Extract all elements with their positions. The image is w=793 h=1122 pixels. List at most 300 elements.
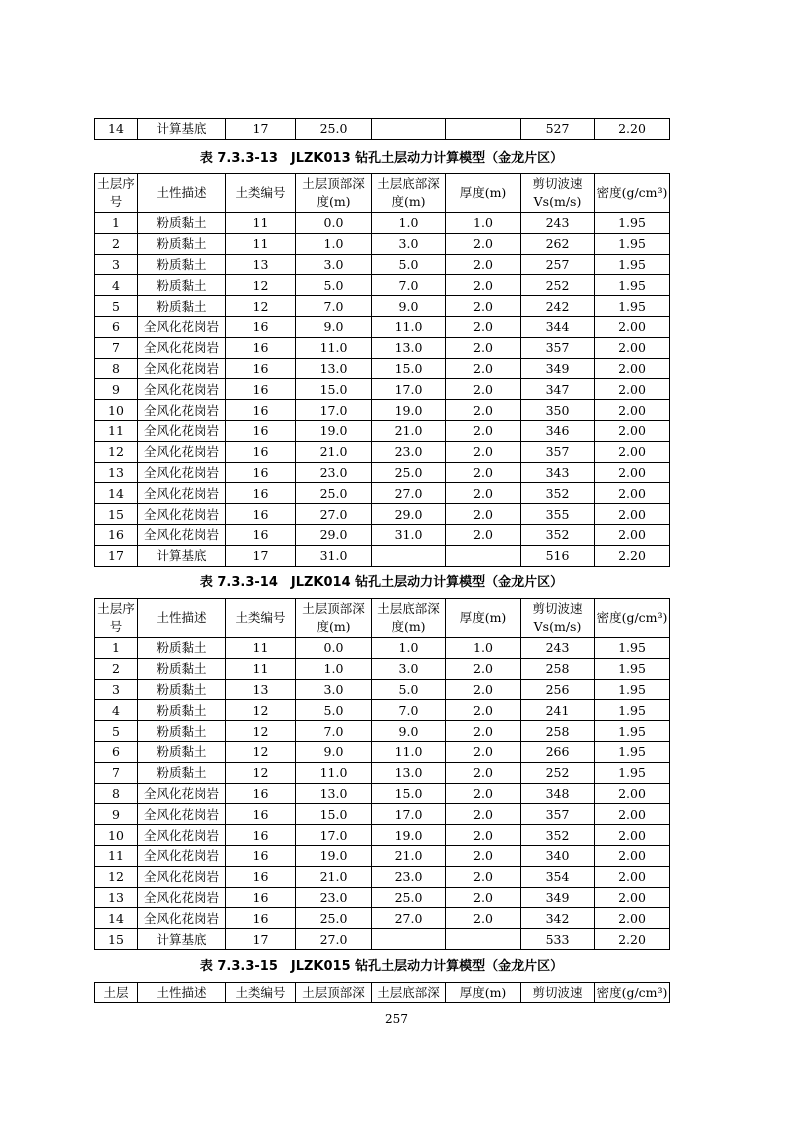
table-cell: 9.0 — [372, 296, 446, 317]
table-cell: 2.00 — [595, 358, 670, 379]
table-cell: 2.00 — [595, 316, 670, 337]
table-cell: 2.00 — [595, 504, 670, 525]
table-cell: 2.0 — [446, 358, 521, 379]
table-cell: 12 — [226, 296, 296, 317]
table-cell: 1.95 — [595, 254, 670, 275]
header-cell: 土层顶部深 — [296, 983, 372, 1003]
table-cell: 16 — [226, 524, 296, 545]
table-cell: 243 — [521, 638, 595, 659]
table-cell: 16 — [226, 504, 296, 525]
table-cell: 25.0 — [372, 887, 446, 908]
top-fragment-table — [94, 118, 669, 140]
table-cell: 349 — [521, 887, 595, 908]
table-cell: 2.00 — [595, 400, 670, 421]
table-cell: 0.0 — [296, 638, 372, 659]
table-cell: 全风化花岗岩 — [138, 908, 226, 929]
header-cell: 密度(g/cm³) — [595, 174, 670, 213]
table-caption-13: 表 7.3.3-13 JLZK013 钻孔土层动力计算模型（金龙片区） — [199, 151, 564, 166]
table-cell: 31.0 — [372, 524, 446, 545]
table-cell: 2.00 — [595, 804, 670, 825]
header-cell: 土层顶部深度(m) — [296, 599, 372, 638]
table-row — [95, 908, 670, 929]
header-cell: 剪切波速 — [521, 983, 595, 1003]
table-cell: 17.0 — [372, 804, 446, 825]
table-cell: 2.0 — [446, 762, 521, 783]
table-cell: 352 — [521, 524, 595, 545]
table-cell: 10 — [95, 400, 138, 421]
table-cell: 11 — [95, 845, 138, 866]
table-cell: 2.0 — [446, 825, 521, 846]
table-cell: 252 — [521, 275, 595, 296]
table-cell: 粉质黏土 — [138, 721, 226, 742]
table-cell: 2.00 — [595, 866, 670, 887]
table-cell: 21.0 — [372, 845, 446, 866]
header-cell: 密度(g/cm³) — [595, 599, 670, 638]
table-cell: 7.0 — [296, 296, 372, 317]
table-cell: 计算基底 — [138, 929, 226, 950]
table-cell: 1.0 — [446, 213, 521, 234]
table-caption-14: 表 7.3.3-14 JLZK014 钻孔土层动力计算模型（金龙片区） — [199, 575, 564, 590]
table-cell: 1.95 — [595, 721, 670, 742]
table-cell: 1.95 — [595, 213, 670, 234]
table-cell: 12 — [226, 762, 296, 783]
table-cell: 13 — [95, 462, 138, 483]
table-cell: 27.0 — [372, 483, 446, 504]
table-cell: 2 — [95, 658, 138, 679]
table-cell: 16 — [226, 379, 296, 400]
table-cell: 全风化花岗岩 — [138, 866, 226, 887]
table-cell: 25.0 — [296, 119, 372, 140]
header-cell: 土性描述 — [138, 599, 226, 638]
table-cell: 343 — [521, 462, 595, 483]
table-cell: 粉质黏土 — [138, 233, 226, 254]
table-cell: 4 — [95, 275, 138, 296]
table-cell: 21.0 — [296, 866, 372, 887]
table-cell: 11.0 — [372, 741, 446, 762]
table-cell: 2.0 — [446, 420, 521, 441]
table-cell: 258 — [521, 658, 595, 679]
table-cell: 16 — [226, 887, 296, 908]
table-cell: 352 — [521, 483, 595, 504]
table-cell: 5.0 — [372, 254, 446, 275]
table-row — [95, 700, 670, 721]
table-cell: 258 — [521, 721, 595, 742]
table-cell: 23.0 — [296, 887, 372, 908]
table-cell: 1.95 — [595, 679, 670, 700]
header-cell: 密度(g/cm³) — [595, 983, 670, 1003]
table-cell: 2.0 — [446, 783, 521, 804]
table-cell: 16 — [226, 441, 296, 462]
table-row — [95, 358, 670, 379]
table-cell: 9 — [95, 804, 138, 825]
table-cell: 16 — [226, 462, 296, 483]
table-cell: 全风化花岗岩 — [138, 337, 226, 358]
table-cell: 31.0 — [296, 545, 372, 566]
table-cell: 13.0 — [296, 783, 372, 804]
table-cell: 16 — [226, 420, 296, 441]
table-cell: 17 — [226, 929, 296, 950]
table-cell: 3.0 — [372, 233, 446, 254]
header-cell: 厚度(m) — [446, 599, 521, 638]
table-cell: 2.00 — [595, 483, 670, 504]
table-cell: 29.0 — [296, 524, 372, 545]
table-row — [95, 887, 670, 908]
table-cell: 1.0 — [372, 638, 446, 659]
table-cell: 348 — [521, 783, 595, 804]
table-cell: 346 — [521, 420, 595, 441]
table-cell: 2.00 — [595, 441, 670, 462]
table-cell: 7 — [95, 337, 138, 358]
table-cell: 2.0 — [446, 845, 521, 866]
table-cell: 1.95 — [595, 638, 670, 659]
table-cell: 252 — [521, 762, 595, 783]
table-cell: 2.20 — [595, 119, 670, 140]
header-cell: 土层序号 — [95, 599, 138, 638]
table-cell: 2.0 — [446, 462, 521, 483]
table-cell: 5 — [95, 296, 138, 317]
table-cell: 347 — [521, 379, 595, 400]
table-cell: 9.0 — [372, 721, 446, 742]
table-cell: 357 — [521, 337, 595, 358]
table-cell: 全风化花岗岩 — [138, 783, 226, 804]
table-cell: 粉质黏土 — [138, 213, 226, 234]
table-cell: 计算基底 — [138, 545, 226, 566]
header-cell: 土类编号 — [226, 174, 296, 213]
table-cell: 全风化花岗岩 — [138, 887, 226, 908]
table-cell: 27.0 — [296, 504, 372, 525]
table-cell: 23.0 — [296, 462, 372, 483]
table-cell: 19.0 — [372, 400, 446, 421]
table-cell: 342 — [521, 908, 595, 929]
table-cell: 17.0 — [296, 400, 372, 421]
table-cell: 14 — [95, 483, 138, 504]
table-cell: 1.0 — [296, 233, 372, 254]
table-cell: 19.0 — [296, 845, 372, 866]
header-cell: 土层序号 — [95, 174, 138, 213]
table-cell: 340 — [521, 845, 595, 866]
table-cell: 355 — [521, 504, 595, 525]
table-cell: 1.95 — [595, 700, 670, 721]
table-cell: 11.0 — [296, 762, 372, 783]
table-row — [95, 741, 670, 762]
table-cell: 527 — [521, 119, 595, 140]
table-cell: 1.0 — [296, 658, 372, 679]
table-cell: 17 — [226, 545, 296, 566]
header-cell: 剪切波速Vs(m/s) — [521, 599, 595, 638]
table-row — [95, 804, 670, 825]
table-cell: 262 — [521, 233, 595, 254]
table-cell: 13.0 — [296, 358, 372, 379]
table-cell: 1.0 — [372, 213, 446, 234]
table-row — [95, 379, 670, 400]
table-cell: 29.0 — [372, 504, 446, 525]
table-cell: 1 — [95, 213, 138, 234]
table-cell: 11.0 — [372, 316, 446, 337]
table-cell: 全风化花岗岩 — [138, 524, 226, 545]
table-cell: 2.0 — [446, 400, 521, 421]
table-jlzk013 — [94, 173, 669, 567]
table-cell: 12 — [226, 275, 296, 296]
table-cell: 2.0 — [446, 679, 521, 700]
table-cell: 2.0 — [446, 296, 521, 317]
table-cell: 粉质黏土 — [138, 679, 226, 700]
table-cell: 15 — [95, 929, 138, 950]
table-cell: 352 — [521, 825, 595, 846]
table-cell: 15.0 — [296, 379, 372, 400]
table-row — [95, 213, 670, 234]
table-cell: 1 — [95, 638, 138, 659]
table-row — [95, 783, 670, 804]
table-row — [95, 658, 670, 679]
header-cell: 土层底部深度(m) — [372, 599, 446, 638]
table-cell: 2.00 — [595, 379, 670, 400]
table-cell: 256 — [521, 679, 595, 700]
table-cell: 2.0 — [446, 254, 521, 275]
table-cell: 2.0 — [446, 700, 521, 721]
table-cell: 349 — [521, 358, 595, 379]
table-cell: 2.00 — [595, 420, 670, 441]
table-cell: 13.0 — [372, 337, 446, 358]
table-cell: 17 — [226, 119, 296, 140]
table-cell: 12 — [95, 866, 138, 887]
table-cell: 15 — [95, 504, 138, 525]
table-header-row — [95, 174, 670, 213]
table-cell: 14 — [95, 119, 138, 140]
table-cell: 全风化花岗岩 — [138, 845, 226, 866]
table-cell: 11.0 — [296, 337, 372, 358]
table-cell: 4 — [95, 700, 138, 721]
table-cell: 241 — [521, 700, 595, 721]
table-cell: 全风化花岗岩 — [138, 804, 226, 825]
table-cell: 2.0 — [446, 887, 521, 908]
table-cell: 7.0 — [296, 721, 372, 742]
table-cell: 2.00 — [595, 887, 670, 908]
table-cell: 1.95 — [595, 658, 670, 679]
table-row — [95, 638, 670, 659]
table-cell: 2.0 — [446, 379, 521, 400]
table-cell: 17.0 — [296, 825, 372, 846]
table-cell: 2.0 — [446, 866, 521, 887]
table-cell: 354 — [521, 866, 595, 887]
table-cell: 12 — [226, 741, 296, 762]
table-cell: 16 — [95, 524, 138, 545]
table-cell: 全风化花岗岩 — [138, 483, 226, 504]
table-cell: 17.0 — [372, 379, 446, 400]
table-cell: 257 — [521, 254, 595, 275]
table-cell: 16 — [226, 825, 296, 846]
table-cell: 266 — [521, 741, 595, 762]
table-cell: 243 — [521, 213, 595, 234]
table-cell — [446, 929, 521, 950]
table-cell: 2.0 — [446, 658, 521, 679]
header-cell: 土层底部深 — [372, 983, 446, 1003]
table-cell: 5.0 — [372, 679, 446, 700]
table-cell: 2.00 — [595, 825, 670, 846]
table-cell: 6 — [95, 316, 138, 337]
header-cell: 厚度(m) — [446, 174, 521, 213]
header-cell: 土类编号 — [226, 599, 296, 638]
table-row — [95, 929, 670, 950]
table-cell: 16 — [226, 908, 296, 929]
table-cell: 19.0 — [372, 825, 446, 846]
table-cell: 16 — [226, 845, 296, 866]
table-cell: 3.0 — [372, 658, 446, 679]
table-cell: 7.0 — [372, 700, 446, 721]
table-cell — [446, 119, 521, 140]
table-cell — [372, 545, 446, 566]
table-cell: 粉质黏土 — [138, 275, 226, 296]
table-cell: 15.0 — [296, 804, 372, 825]
table-row — [95, 545, 670, 566]
table-cell: 全风化花岗岩 — [138, 825, 226, 846]
table-cell: 3 — [95, 254, 138, 275]
table-cell: 6 — [95, 741, 138, 762]
table-cell: 13.0 — [372, 762, 446, 783]
table-cell: 2.00 — [595, 783, 670, 804]
table-cell: 10 — [95, 825, 138, 846]
table-cell: 15.0 — [372, 358, 446, 379]
table-row — [95, 762, 670, 783]
table-cell: 15.0 — [372, 783, 446, 804]
table-cell: 11 — [226, 638, 296, 659]
table-cell: 2.00 — [595, 524, 670, 545]
table-cell: 粉质黏土 — [138, 638, 226, 659]
table-cell: 1.95 — [595, 296, 670, 317]
table-cell: 344 — [521, 316, 595, 337]
table-row — [95, 119, 670, 140]
table-cell: 14 — [95, 908, 138, 929]
table-cell: 2.0 — [446, 233, 521, 254]
table-row — [95, 483, 670, 504]
table-cell — [446, 545, 521, 566]
table-cell: 全风化花岗岩 — [138, 504, 226, 525]
table-cell: 2.0 — [446, 524, 521, 545]
table-cell: 23.0 — [372, 441, 446, 462]
table-cell: 1.95 — [595, 275, 670, 296]
table-cell: 5.0 — [296, 700, 372, 721]
table-cell: 粉质黏土 — [138, 762, 226, 783]
header-cell: 土性描述 — [138, 174, 226, 213]
table-row — [95, 316, 670, 337]
table-cell: 19.0 — [296, 420, 372, 441]
table-row — [95, 679, 670, 700]
table-cell: 8 — [95, 358, 138, 379]
table-header-row — [95, 983, 670, 1003]
table-row — [95, 845, 670, 866]
table-cell: 1.95 — [595, 762, 670, 783]
table-cell: 粉质黏土 — [138, 254, 226, 275]
table-cell: 16 — [226, 866, 296, 887]
table-cell: 全风化花岗岩 — [138, 441, 226, 462]
table-cell: 2.00 — [595, 845, 670, 866]
table-caption-15: 表 7.3.3-15 JLZK015 钻孔土层动力计算模型（金龙片区） — [199, 959, 564, 974]
table-cell: 13 — [226, 679, 296, 700]
table-cell: 0.0 — [296, 213, 372, 234]
table-cell: 粉质黏土 — [138, 741, 226, 762]
table-row — [95, 441, 670, 462]
table-row — [95, 866, 670, 887]
table-cell: 9.0 — [296, 316, 372, 337]
table-row — [95, 462, 670, 483]
table-cell: 357 — [521, 804, 595, 825]
table-cell: 计算基底 — [138, 119, 226, 140]
table-cell: 2.20 — [595, 545, 670, 566]
table-cell: 7.0 — [372, 275, 446, 296]
table-cell: 3.0 — [296, 679, 372, 700]
header-cell: 厚度(m) — [446, 983, 521, 1003]
table-cell: 粉质黏土 — [138, 700, 226, 721]
table-row — [95, 504, 670, 525]
table-cell: 357 — [521, 441, 595, 462]
table-cell: 全风化花岗岩 — [138, 379, 226, 400]
table-row — [95, 275, 670, 296]
table-header-row — [95, 599, 670, 638]
table-cell: 2.0 — [446, 483, 521, 504]
table-cell: 13 — [226, 254, 296, 275]
table-cell: 2.0 — [446, 504, 521, 525]
header-cell: 土性描述 — [138, 983, 226, 1003]
table-cell: 8 — [95, 783, 138, 804]
table-row — [95, 337, 670, 358]
table-cell: 2.0 — [446, 441, 521, 462]
table-cell: 21.0 — [372, 420, 446, 441]
page-number: 257 — [385, 1012, 408, 1026]
table-cell: 533 — [521, 929, 595, 950]
table-cell: 全风化花岗岩 — [138, 462, 226, 483]
table-cell: 11 — [226, 213, 296, 234]
table-cell: 21.0 — [296, 441, 372, 462]
table-cell: 2.0 — [446, 275, 521, 296]
table-cell: 27.0 — [296, 929, 372, 950]
table-jlzk014 — [94, 598, 669, 950]
table-cell: 1.95 — [595, 233, 670, 254]
table-jlzk015-partial — [94, 982, 669, 1003]
table-cell: 16 — [226, 358, 296, 379]
table-cell: 粉质黏土 — [138, 296, 226, 317]
table-cell: 16 — [226, 316, 296, 337]
table-cell: 16 — [226, 483, 296, 504]
table-cell: 全风化花岗岩 — [138, 420, 226, 441]
table-cell: 11 — [95, 420, 138, 441]
table-cell — [372, 929, 446, 950]
table-cell: 242 — [521, 296, 595, 317]
table-cell: 5.0 — [296, 275, 372, 296]
table-row — [95, 254, 670, 275]
header-cell: 剪切波速Vs(m/s) — [521, 174, 595, 213]
table-cell: 粉质黏土 — [138, 658, 226, 679]
table-row — [95, 524, 670, 545]
table-cell: 全风化花岗岩 — [138, 316, 226, 337]
table-cell: 11 — [226, 233, 296, 254]
header-cell: 土类编号 — [226, 983, 296, 1003]
table-cell: 2.0 — [446, 337, 521, 358]
table-cell: 12 — [95, 441, 138, 462]
header-cell: 土层 — [95, 983, 138, 1003]
table-cell: 全风化花岗岩 — [138, 358, 226, 379]
table-cell: 9.0 — [296, 741, 372, 762]
table-cell: 5 — [95, 721, 138, 742]
table-cell: 25.0 — [296, 483, 372, 504]
table-cell: 全风化花岗岩 — [138, 400, 226, 421]
table-cell: 2.20 — [595, 929, 670, 950]
table-cell: 2 — [95, 233, 138, 254]
table-cell — [372, 119, 446, 140]
table-cell: 3.0 — [296, 254, 372, 275]
table-cell: 12 — [226, 700, 296, 721]
table-cell: 2.00 — [595, 908, 670, 929]
table-cell: 350 — [521, 400, 595, 421]
table-cell: 9 — [95, 379, 138, 400]
